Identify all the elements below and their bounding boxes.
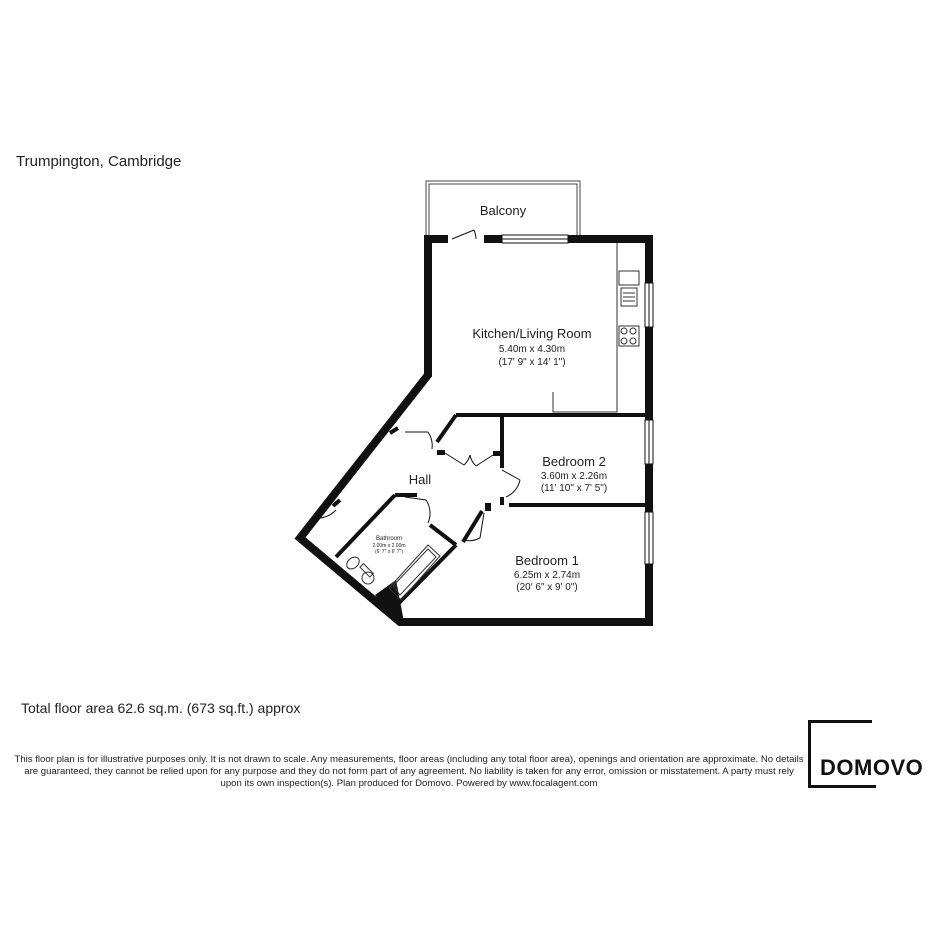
total-floor-area: Total floor area 62.6 sq.m. (673 sq.ft.) approx [21, 700, 301, 716]
balcony-window [502, 235, 568, 243]
balcony-label: Balcony [479, 203, 527, 218]
bathroom-label: Bathroom [375, 536, 403, 542]
outer-walls [300, 239, 649, 622]
bedroom2-window [645, 420, 653, 464]
bedroom1-imperial: (20' 6" x 9' 0") [516, 582, 578, 593]
hall-label: Hall [408, 472, 432, 487]
bathroom-metric: 2.00m x 2.00m [372, 543, 406, 549]
bedroom1-window [645, 512, 653, 564]
bedroom2-label: Bedroom 2 [542, 454, 606, 469]
bedroom2-metric: 3.60m x 2.26m [540, 471, 608, 482]
location-title: Trumpington, Cambridge [16, 153, 182, 170]
kitchen-label: Kitchen/Living Room [472, 326, 592, 341]
kitchen-window [645, 283, 653, 327]
kitchen-metric: 5.40m x 4.30m [498, 344, 566, 355]
bedroom1-metric: 6.25m x 2.74m [513, 570, 581, 581]
disclaimer-text: This floor plan is for illustrative purposes only. It is not drawn to scale. Any measurements, floor areas (including any total floor area), openings and orientation are approximate. No details are guaranteed, they cannot be relied upon for any purpose and they do not form part of any agreement. No liability is taken for any error, omission or misstatement. A party must rely upon its own inspection(s). Plan produced for Domovo. Powered by www.focalagent.com [14, 754, 804, 789]
bedroom2-imperial: (11' 10" x 7' 5") [540, 483, 608, 494]
domovo-logo-text: DOMOVO [820, 755, 924, 780]
balcony-door [452, 230, 476, 239]
logo-frame-gap [872, 720, 878, 750]
bathroom-imperial: (6' 7" x 6' 7") [375, 549, 403, 555]
kitchen-imperial: (17' 9" x 14' 1") [498, 357, 566, 368]
bedroom1-label: Bedroom 1 [515, 553, 579, 568]
